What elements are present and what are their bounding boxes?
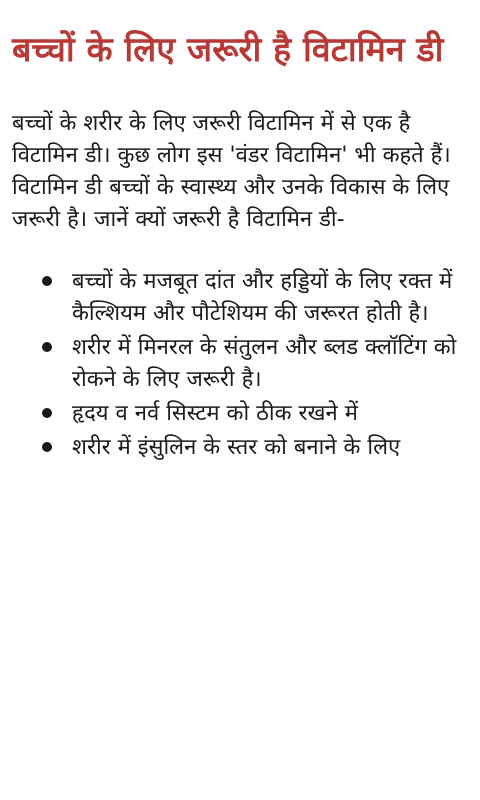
list-item-text: शरीर में मिनरल के संतुलन और ब्लड क्लॉटिंग को रोकने के लिए जरूरी है। — [72, 335, 457, 392]
list-item — [42, 432, 468, 464]
article-intro: बच्चों के शरीर के लिए जरूरी विटामिन में से एक है विटामिन डी। कुछ लोग इस 'वंडर विटामिन' भी कहते हैं। विटामिन डी बच्चों के स्वास्थ्य और उनके विकास के लिए जरूरी है। जानें क्यों जरूरी है विटामिन डी- — [12, 111, 451, 232]
list-item-text: बच्चों के मजबूत दांत और हड्डियों के लिए रक्त में कैल्शियम और पौटेशियम की जरूरत होती है। — [72, 269, 453, 326]
bullet-dot-icon — [42, 276, 52, 286]
bullet-dot-icon — [42, 342, 52, 352]
bullet-dot-icon — [42, 408, 52, 418]
bullet-list — [12, 266, 468, 464]
list-item — [42, 266, 468, 330]
list-item-text: शरीर में इंसुलिन के स्तर को बनाने के लिए — [72, 435, 401, 460]
article-title: बच्चों के लिए जरूरी है विटामिन डी — [12, 30, 444, 70]
list-item-text: हृदय व नर्व सिस्टम को ठीक रखने में — [72, 401, 358, 426]
bullet-dot-icon — [42, 442, 52, 452]
list-item — [42, 398, 468, 430]
list-item — [42, 332, 468, 396]
